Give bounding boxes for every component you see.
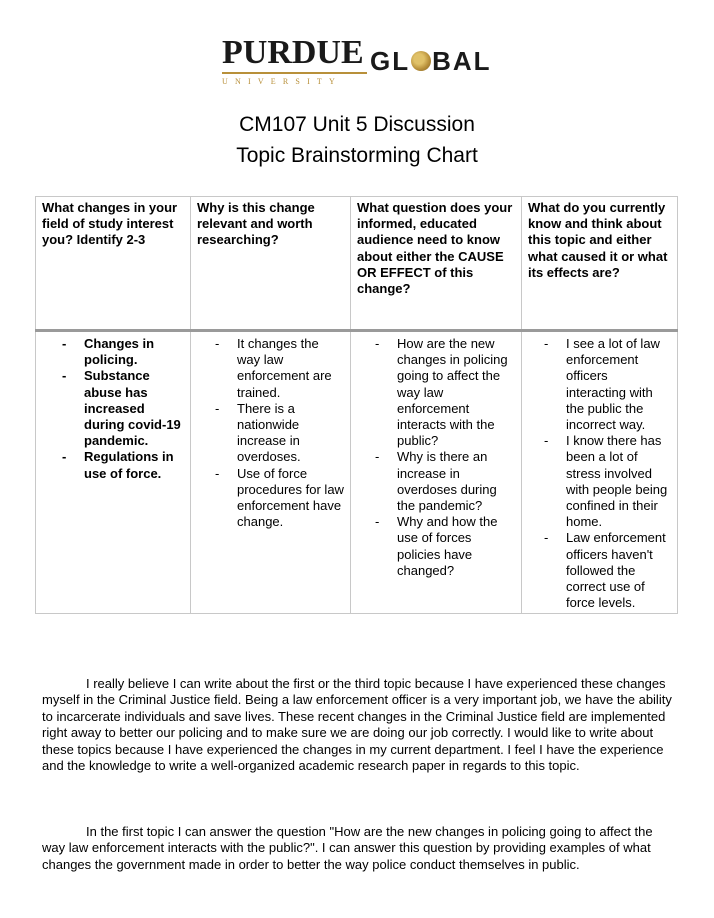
paragraph-2-text: In the first topic I can answer the question "How are the new changes in policing going to affect the way law enforcement interacts with the public?". I can answer this question by providing examples of what changes the government made in order to better the way police conduct themselves in public. xyxy=(42,824,653,872)
logo-global-post: BAL xyxy=(432,46,492,76)
header-changes: What changes in your field of study interest you? Identify 2-3 xyxy=(36,197,191,331)
logo-university-text: UNIVERSITY xyxy=(222,77,342,86)
list-item: - I know there has been a lot of stress involved with people being confined in their home. xyxy=(544,433,671,530)
logo-global-wordmark xyxy=(370,48,492,74)
list-item: - Why is there an increase in overdoses during the pandemic? xyxy=(375,449,515,514)
purdue-global-logo xyxy=(222,36,502,86)
logo-rule xyxy=(222,72,367,74)
logo-global-pre: GL xyxy=(370,46,411,76)
chart-content-row xyxy=(36,331,678,614)
list-item: - Use of force procedures for law enforcement have change. xyxy=(215,466,344,531)
list-item: - Why and how the use of forces policies have changed? xyxy=(375,514,515,579)
list-item: - It changes the way law enforcement are trained. xyxy=(215,336,344,401)
list-item: - There is a nationwide increase in overdoses. xyxy=(215,401,344,466)
list-item: - Changes in policing. xyxy=(62,336,184,368)
chart-header-row xyxy=(36,197,678,331)
document-title: CM107 Unit 5 Discussion xyxy=(239,113,475,136)
list-item: - Regulations in use of force. xyxy=(62,449,184,481)
list-item: - How are the new changes in policing going to affect the way law enforcement interacts with the public? xyxy=(375,336,515,449)
list-item: - Substance abuse has increased during covid-19 pandemic. xyxy=(62,368,184,449)
globe-icon xyxy=(411,51,431,71)
header-question: What question does your informed, educated audience need to know about either the CAUSE OR EFFECT of this change? xyxy=(351,197,522,331)
paragraph-2 xyxy=(42,824,674,873)
paragraph-1 xyxy=(42,676,674,774)
cell-current-knowledge xyxy=(522,331,678,614)
paragraph-1-text: I really believe I can write about the first or the third topic because I have experienced these changes myself in the Criminal Justice field. Being a law enforcement officer is a very important job, we have the ability to incarcerate individuals and save lives. These recent changes in the Criminal Justice field are implemented right away to better our policing and to make sure we are doing our job correctly. I would like to write about these topics because I have experienced the changes in my current department. I feel I have the experience and the knowledge to write a well-organized academic research paper in regards to this topic. xyxy=(42,676,672,774)
header-current-knowledge: What do you currently know and think about this topic and either what caused it or what its effects are? xyxy=(522,197,678,331)
list-item: - I see a lot of law enforcement officers interacting with the public the incorrect way. xyxy=(544,336,671,433)
logo-purdue-wordmark: PURDUE xyxy=(222,34,364,71)
cell-question xyxy=(351,331,522,614)
cell-changes xyxy=(36,331,191,614)
cell-relevance xyxy=(191,331,351,614)
brainstorming-chart xyxy=(35,196,678,614)
document-subtitle: Topic Brainstorming Chart xyxy=(236,144,478,167)
list-item: - Law enforcement officers haven't followed the correct use of force levels. xyxy=(544,530,671,611)
header-relevance: Why is this change relevant and worth researching? xyxy=(191,197,351,331)
